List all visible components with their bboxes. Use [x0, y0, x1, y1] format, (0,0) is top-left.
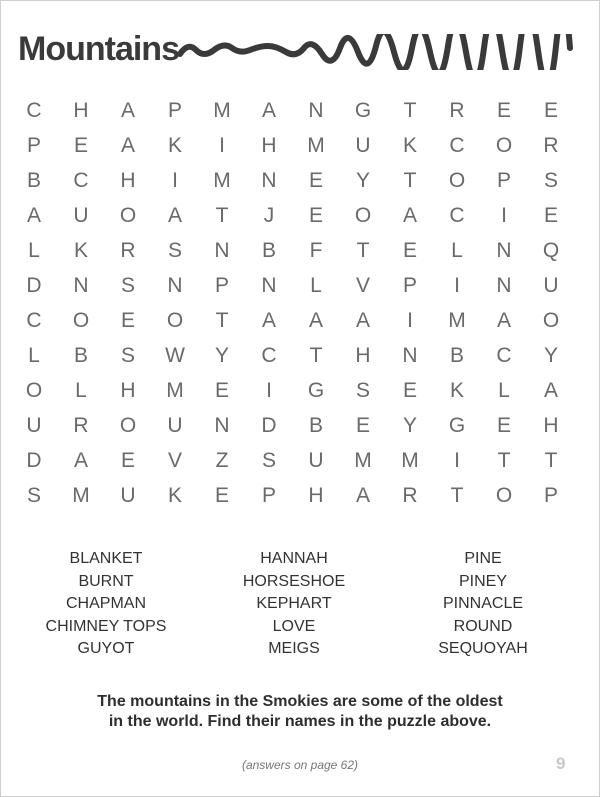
grid-letter: C — [449, 204, 465, 227]
grid-letter: N — [73, 274, 89, 297]
grid-letter: N — [214, 239, 230, 262]
grid-letter: T — [309, 344, 323, 367]
grid-letter: N — [261, 274, 277, 297]
grid-letter: K — [449, 379, 464, 402]
grid-letter: S — [26, 484, 41, 507]
grid-letter: T — [356, 239, 370, 262]
grid-letter: A — [167, 204, 182, 227]
grid-letter: M — [213, 169, 231, 192]
grid-letter: U — [167, 414, 183, 437]
grid-letter: H — [355, 344, 371, 367]
grid-letter: N — [496, 274, 512, 297]
grid-letter: W — [165, 344, 185, 367]
grid-letter: Y — [214, 344, 229, 367]
grid-letter: S — [543, 169, 558, 192]
grid-letter: M — [307, 134, 325, 157]
word-column-2 — [194, 548, 394, 661]
word-item: SEQUOYAH — [438, 640, 528, 657]
grid-letter: G — [307, 379, 325, 402]
page-title: Mountains — [18, 30, 179, 68]
grid-letter: D — [26, 449, 42, 472]
grid-letter: B — [449, 344, 464, 367]
grid-letter: C — [261, 344, 277, 367]
grid-letter: S — [355, 379, 370, 402]
grid-letter: K — [73, 239, 88, 262]
grid-letter: H — [308, 484, 324, 507]
grid-letter: T — [215, 204, 229, 227]
word-column-3 — [383, 548, 583, 661]
grid-letter: T — [403, 169, 417, 192]
grid-letter: N — [167, 274, 183, 297]
grid-letter: A — [543, 379, 558, 402]
word-item: CHIMNEY TOPS — [45, 617, 167, 635]
grid-letter: P — [26, 134, 41, 157]
grid-letter: H — [543, 414, 559, 437]
grid-letter: T — [403, 99, 417, 122]
grid-letter: L — [75, 379, 87, 402]
word-item: HORSESHOE — [242, 572, 346, 590]
instructions-line-2: in the world. Find their names in the puzzle above. — [108, 713, 492, 730]
grid-letter: B — [26, 169, 41, 192]
grid-letter: E — [496, 99, 511, 122]
grid-letter: M — [448, 309, 466, 332]
word-item: BLANKET — [69, 550, 143, 567]
grid-letter: B — [261, 239, 276, 262]
grid-letter: H — [261, 134, 277, 157]
grid-letter: E — [120, 309, 135, 332]
grid-letter: O — [448, 169, 466, 192]
grid-letter: E — [355, 414, 370, 437]
grid-letter: P — [167, 99, 182, 122]
grid-letter: M — [401, 449, 419, 472]
grid-letter: N — [214, 414, 230, 437]
grid-letter: T — [450, 484, 464, 507]
grid-letter: H — [120, 379, 136, 402]
grid-letter: S — [120, 344, 135, 367]
grid-letter: L — [451, 239, 463, 262]
grid-letter: E — [543, 204, 558, 227]
grid-letter: A — [355, 484, 370, 507]
grid-letter: Y — [355, 169, 370, 192]
grid-letter: V — [355, 274, 370, 297]
grid-letter: U — [308, 449, 324, 472]
word-item: CHAPMAN — [65, 595, 146, 612]
grid-letter: D — [261, 414, 277, 437]
grid-letter: D — [26, 274, 42, 297]
grid-letter: S — [167, 239, 182, 262]
grid-letter: A — [496, 309, 511, 332]
grid-letter: I — [407, 309, 413, 332]
grid-letter: A — [261, 99, 276, 122]
grid-letter: I — [454, 449, 460, 472]
grid-letter: A — [402, 204, 417, 227]
grid-letter: I — [501, 204, 507, 227]
grid-letter: C — [26, 99, 42, 122]
grid-letter: L — [310, 274, 322, 297]
grid-letter: Y — [402, 414, 417, 437]
grid-letter: M — [213, 99, 231, 122]
grid-letter: A — [120, 134, 135, 157]
grid-letter: E — [543, 99, 558, 122]
grid-letter: Z — [215, 449, 229, 472]
grid-letter: E — [402, 379, 417, 402]
grid-letter: L — [28, 344, 40, 367]
grid-letter: K — [167, 484, 182, 507]
grid-letter: O — [354, 204, 372, 227]
word-item: ROUND — [453, 617, 513, 635]
grid-letter: C — [73, 169, 89, 192]
grid-letter: A — [120, 99, 135, 122]
grid-letter: R — [73, 414, 89, 437]
grid-letter: K — [402, 134, 417, 157]
word-item: PINE — [464, 550, 502, 567]
grid-letter: A — [308, 309, 323, 332]
grid-letter: O — [495, 134, 513, 157]
grid-letter: N — [261, 169, 277, 192]
grid-letter: O — [119, 414, 137, 437]
grid-letter: Q — [542, 239, 560, 262]
word-item: PINEY — [458, 572, 507, 590]
grid-letter: O — [72, 309, 90, 332]
grid-letter: R — [402, 484, 418, 507]
grid-letter: M — [166, 379, 184, 402]
grid-letter: B — [308, 414, 323, 437]
grid-letter: I — [172, 169, 178, 192]
grid-letter: T — [497, 449, 511, 472]
grid-letter: N — [402, 344, 418, 367]
grid-letter: R — [120, 239, 136, 262]
grid-letter: P — [402, 274, 417, 297]
grid-letter: V — [167, 449, 182, 472]
grid-letter: A — [261, 309, 276, 332]
grid-letter: O — [495, 484, 513, 507]
word-item: HANNAH — [260, 550, 328, 567]
grid-letter: B — [73, 344, 88, 367]
grid-letter: P — [496, 169, 511, 192]
grid-letter: A — [26, 204, 41, 227]
word-item: KEPHART — [256, 595, 332, 612]
grid-letter: M — [72, 484, 90, 507]
word-item: LOVE — [272, 617, 316, 635]
grid-letter: C — [449, 134, 465, 157]
grid-letter: G — [354, 99, 372, 122]
grid-letter: L — [498, 379, 510, 402]
grid-letter: C — [26, 309, 42, 332]
grid-letter: S — [261, 449, 276, 472]
grid-letter: O — [25, 379, 43, 402]
grid-letter: N — [496, 239, 512, 262]
grid-letter: U — [26, 414, 42, 437]
grid-letter: T — [215, 309, 229, 332]
grid-letter: T — [544, 449, 558, 472]
word-item: PINNACLE — [442, 595, 524, 612]
word-list — [0, 548, 600, 668]
grid-letter: U — [73, 204, 89, 227]
grid-letter: I — [454, 274, 460, 297]
grid-letter: E — [73, 134, 88, 157]
word-item: MEIGS — [268, 640, 320, 657]
instructions — [0, 692, 600, 732]
instructions-line-1: The mountains in the Smokies are some of the oldest — [97, 693, 503, 710]
grid-letter: E — [214, 379, 229, 402]
grid-letter: P — [214, 274, 229, 297]
grid-letter: G — [448, 414, 466, 437]
grid-letter: O — [542, 309, 560, 332]
grid-letter: U — [543, 274, 559, 297]
grid-letter: R — [543, 134, 559, 157]
word-item: GUYOT — [77, 640, 135, 657]
grid-letter: N — [308, 99, 324, 122]
grid-letter: A — [355, 309, 370, 332]
grid-letter: U — [355, 134, 371, 157]
grid-letter: I — [266, 379, 272, 402]
word-column-1 — [6, 548, 206, 661]
grid-letter: M — [354, 449, 372, 472]
grid-letter: C — [496, 344, 512, 367]
grid-letter: A — [73, 449, 88, 472]
grid-letter: F — [309, 239, 323, 262]
grid-letter: O — [119, 204, 137, 227]
grid-letter: U — [120, 484, 136, 507]
grid-letter: S — [120, 274, 135, 297]
word-item: BURNT — [78, 572, 134, 590]
grid-letter: K — [167, 134, 182, 157]
grid-letter: E — [120, 449, 135, 472]
grid-letter: E — [496, 414, 511, 437]
grid-letter: H — [120, 169, 136, 192]
grid-letter: P — [261, 484, 276, 507]
page-number: 9 — [556, 754, 566, 773]
grid-letter: J — [263, 204, 275, 227]
grid-letter: P — [543, 484, 558, 507]
grid-letter: R — [449, 99, 465, 122]
grid-letter: E — [402, 239, 417, 262]
grid-letter: Y — [543, 344, 558, 367]
grid-letter: E — [214, 484, 229, 507]
grid-letter: E — [308, 169, 323, 192]
grid-letter: H — [73, 99, 89, 122]
grid-letter: L — [28, 239, 40, 262]
grid-letter: O — [166, 309, 184, 332]
grid-letter: I — [219, 134, 225, 157]
grid-letter: E — [308, 204, 323, 227]
answers-note: (answers on page 62) — [241, 758, 359, 772]
